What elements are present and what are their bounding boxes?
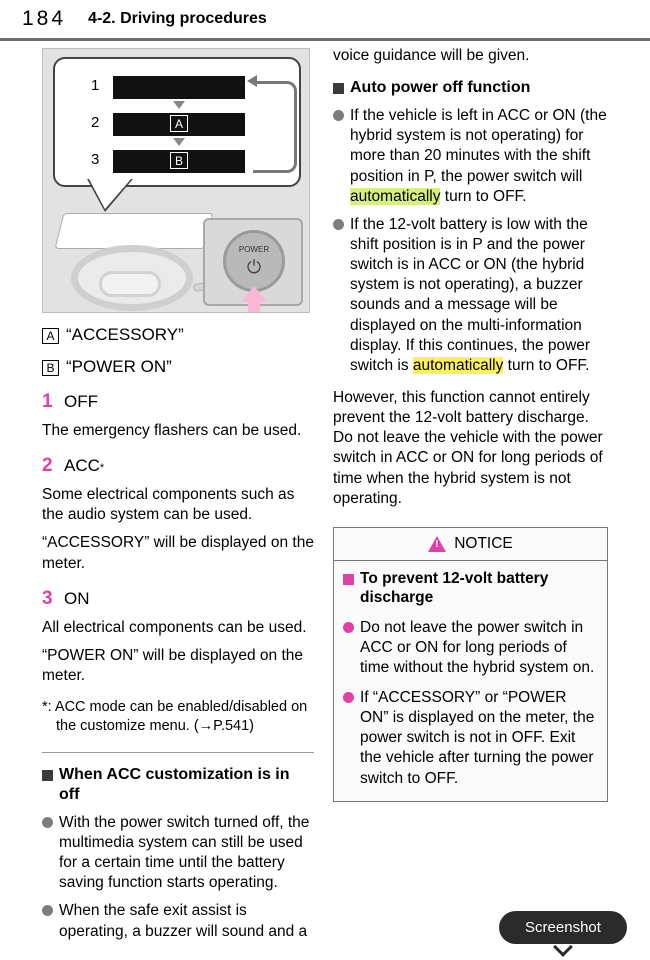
step-2-label: ACC	[64, 456, 100, 476]
right-bullet-1-highlight: automatically	[350, 187, 441, 205]
legend-b	[42, 357, 314, 377]
step-1-number: 1	[42, 391, 53, 412]
steering-wheel-hub	[99, 271, 161, 297]
step-2	[42, 455, 314, 477]
dot-bullet-icon	[333, 219, 344, 230]
notice-item-2	[343, 688, 598, 789]
right-subheading-text: Auto power off function	[350, 79, 531, 97]
step-2-text-1: Some electrical components such as the audio system can be used.	[42, 486, 295, 524]
notice-header	[334, 528, 607, 561]
loop-arrow-path	[253, 81, 297, 173]
callout-step-3: 3	[91, 151, 100, 168]
header-divider	[0, 38, 650, 41]
press-arrow-stem	[248, 300, 260, 312]
callout-step-1: 1	[91, 77, 100, 94]
right-column	[333, 46, 608, 802]
dot-bullet-icon	[42, 817, 53, 828]
screenshot-button-label: Screenshot	[525, 919, 601, 936]
right-bullet-1-text	[350, 106, 608, 207]
dashboard-shape	[55, 213, 214, 249]
power-switch-illustration	[42, 48, 310, 313]
right-subheading	[333, 78, 608, 98]
dot-bullet-icon	[343, 622, 354, 633]
continued-text: voice guidance will be given.	[333, 47, 530, 64]
legend-a	[42, 325, 314, 345]
left-subheading-text: When ACC customization is in off	[59, 765, 290, 803]
step-1-text: The emergency flashers can be used.	[42, 422, 302, 439]
step-2-footnote-marker: *	[99, 462, 105, 475]
right-bullet-2	[333, 215, 608, 376]
page-header	[0, 0, 650, 38]
dot-bullet-icon	[42, 905, 53, 916]
notice-box	[333, 527, 608, 802]
left-subheading	[42, 765, 314, 805]
notice-body	[334, 561, 607, 801]
arrow-down-icon	[173, 138, 185, 146]
step-1-label: OFF	[64, 392, 98, 411]
legend-tag-b: B	[42, 360, 59, 376]
right-bullet-2-post: turn to OFF.	[503, 356, 590, 374]
legend-b-text: “POWER ON”	[66, 357, 172, 376]
display-bar-1	[113, 76, 245, 99]
power-button-label: POWER	[238, 245, 270, 254]
section-title: 4-2. Driving procedures	[88, 10, 267, 27]
notice-subheading	[343, 569, 598, 608]
step-3	[42, 588, 314, 610]
notice-subheading-text: To prevent 12-volt battery discharge	[360, 569, 549, 607]
step-3-label: ON	[64, 588, 90, 608]
right-bullet-1	[333, 106, 608, 207]
legend-tag-a: A	[42, 328, 59, 344]
power-button-shape	[223, 230, 285, 292]
square-bullet-icon	[333, 83, 344, 94]
section-divider	[42, 752, 314, 753]
notice-item-2-text: If “ACCESSORY” or “POWER ON” is displayed on the meter, the power switch is not in OFF. Exit the vehicle after turning the power switch to OFF.	[360, 688, 595, 787]
callout-tail	[89, 179, 131, 209]
step-2-number: 2	[42, 455, 53, 477]
square-bullet-icon	[42, 770, 53, 781]
right-paragraph: However, this function cannot entirely prevent the 12-volt battery discharge. Do not leave the vehicle with the power switch in ACC or ON for long periods of time when the hybrid system is not operating.	[333, 388, 603, 507]
dot-bullet-icon	[343, 692, 354, 703]
power-icon: ⏻	[246, 257, 262, 277]
left-bullet-2-text: When the safe exit assist is operating, a buzzer will sound and a	[59, 902, 308, 940]
warning-triangle-icon	[428, 536, 446, 552]
left-column	[42, 48, 314, 942]
dot-bullet-icon	[333, 110, 344, 121]
step-3-number: 3	[42, 587, 53, 609]
right-bullet-2-highlight: automatically	[412, 356, 504, 374]
power-switch-zoom-panel	[203, 218, 303, 306]
right-bullet-1-pre: If the vehicle is left in ACC or ON (the hybrid system is not operating) for more than 20 minutes with the shift position in P, the power switch will	[350, 107, 607, 185]
left-bullet-1-text: With the power switch turned off, the multimedia system can still be used for a certain time until the battery saving function starts operating.	[59, 813, 310, 892]
right-bullet-1-post: turn to OFF.	[440, 187, 527, 205]
left-bullet-1	[42, 813, 314, 894]
loop-arrow-icon	[247, 75, 257, 87]
callout-box	[53, 57, 301, 187]
callout-step-2: 2	[91, 114, 100, 131]
notice-item-1-text: Do not leave the power switch in ACC or ON for long periods of time without the hybrid system on.	[360, 618, 595, 676]
arrow-down-icon	[173, 101, 185, 109]
figure-tag-a: A	[170, 115, 188, 132]
legend-a-text: “ACCESSORY”	[66, 325, 184, 344]
notice-item-1	[343, 618, 598, 678]
step-1	[42, 391, 314, 413]
left-bullet-2	[42, 901, 314, 941]
right-bullet-2-text	[350, 215, 608, 376]
step-3-text-2: “POWER ON” will be displayed on the meter.	[42, 646, 304, 684]
square-bullet-icon	[343, 574, 354, 585]
figure-tag-b: B	[170, 152, 188, 169]
page-number: 184	[22, 7, 67, 30]
step-2-text-2: “ACCESSORY” will be displayed on the meter.	[42, 534, 314, 572]
right-bullet-2-pre: If the 12-volt battery is low with the shift position is in P and the power switch is in ACC or ON (the hybrid system is not operating), a buzzer sounds and a message will be displayed on the multi-information display. If this continues, the power switch is	[350, 215, 591, 374]
step-3-text-1: All electrical components can be used.	[42, 618, 307, 636]
footnote: *: ACC mode can be enabled/disabled on the customize menu. (→P.541)	[42, 699, 308, 734]
notice-title: NOTICE	[454, 534, 513, 552]
